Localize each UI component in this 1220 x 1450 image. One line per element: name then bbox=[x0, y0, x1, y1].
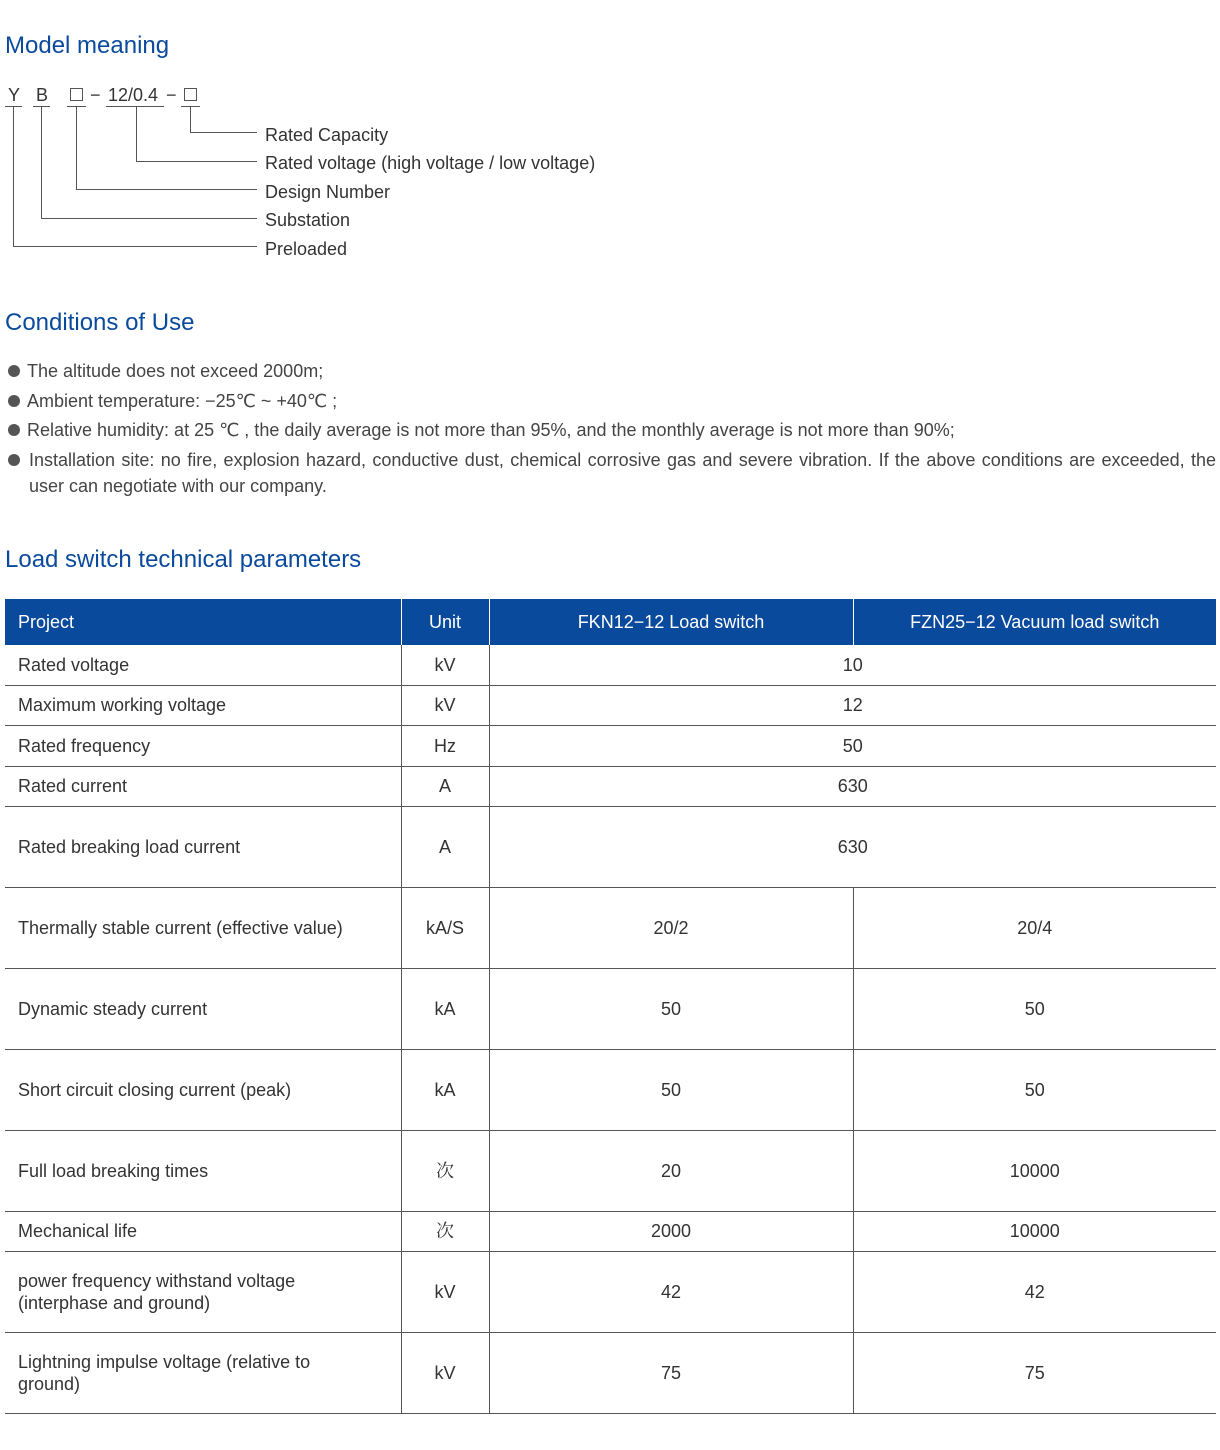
cell-unit: 次 bbox=[401, 1130, 489, 1211]
cell-project: Rated current bbox=[5, 766, 401, 806]
condition-text: Ambient temperature: −25℃ ~ +40℃ ; bbox=[27, 391, 338, 411]
cell-shared-value: 10 bbox=[489, 645, 1216, 685]
cell-project: Full load breaking times bbox=[5, 1130, 401, 1211]
cell-fkn12-value: 20 bbox=[489, 1130, 853, 1211]
cell-fkn12-value: 50 bbox=[489, 968, 853, 1049]
table-row bbox=[5, 1130, 1216, 1211]
code-letter-b: B bbox=[36, 85, 49, 105]
cell-fzn25-value: 20/4 bbox=[853, 887, 1216, 968]
bullet-dot-icon bbox=[8, 365, 20, 377]
leader-substation-horizontal bbox=[41, 218, 257, 219]
leader-design-horizontal bbox=[76, 189, 257, 190]
cell-fzn25-value: 10000 bbox=[853, 1211, 1216, 1251]
leader-voltage-vertical bbox=[136, 106, 137, 162]
model-meaning-title: Model meaning bbox=[5, 32, 170, 59]
cell-project-line-2: (interphase and ground) bbox=[18, 1292, 211, 1313]
code-placeholder-box-capacity bbox=[184, 88, 197, 101]
leader-voltage-horizontal bbox=[136, 161, 257, 162]
cell-project: Dynamic steady current bbox=[5, 968, 401, 1049]
cell-unit: kV bbox=[401, 645, 489, 685]
condition-text: The altitude does not exceed 2000m; bbox=[27, 361, 324, 381]
label-rated-capacity: Rated Capacity bbox=[265, 125, 389, 145]
cell-project: Maximum working voltage bbox=[5, 685, 401, 725]
table-row bbox=[5, 968, 1216, 1049]
header-project: Project bbox=[5, 599, 401, 645]
conditions-title: Conditions of Use bbox=[5, 309, 195, 336]
leader-preloaded-vertical bbox=[13, 106, 14, 247]
table-row bbox=[5, 806, 1216, 887]
cell-project-line-2: ground) bbox=[18, 1373, 81, 1394]
condition-item-installation-site bbox=[6, 447, 1216, 499]
leader-capacity-horizontal bbox=[190, 132, 257, 133]
code-placeholder-box-design bbox=[70, 88, 83, 101]
bullet-dot-icon bbox=[8, 395, 20, 407]
cell-unit: Hz bbox=[401, 725, 489, 766]
table-row bbox=[5, 645, 1216, 685]
table-header-row bbox=[5, 599, 1216, 645]
condition-item-humidity bbox=[6, 417, 1216, 443]
table-row bbox=[5, 685, 1216, 725]
table-row bbox=[5, 1211, 1216, 1251]
condition-text: Installation site: no fire, explosion hazard, conductive dust, chemical corrosive gas and severe vibration. If the above conditions are exceeded, the user can negotiate with our company. bbox=[29, 450, 1216, 496]
cell-project: Mechanical life bbox=[5, 1211, 401, 1251]
table-row bbox=[5, 1251, 1216, 1332]
label-preloaded: Preloaded bbox=[265, 239, 348, 259]
cell-unit: kV bbox=[401, 1332, 489, 1413]
cell-fzn25-value: 75 bbox=[853, 1332, 1216, 1413]
leader-capacity-vertical bbox=[190, 106, 191, 133]
cell-shared-value: 12 bbox=[489, 685, 1216, 725]
bullet-dot-icon bbox=[8, 424, 20, 436]
cell-unit: kA/S bbox=[401, 887, 489, 968]
code-dash-2: − bbox=[166, 85, 177, 105]
leader-substation-vertical bbox=[41, 106, 42, 219]
cell-project: Rated breaking load current bbox=[5, 806, 401, 887]
cell-project: Rated frequency bbox=[5, 725, 401, 766]
cell-fkn12-value: 20/2 bbox=[489, 887, 853, 968]
cell-shared-value: 50 bbox=[489, 725, 1216, 766]
cell-fkn12-value: 50 bbox=[489, 1049, 853, 1130]
header-fzn25: FZN25−12 Vacuum load switch bbox=[853, 599, 1216, 645]
cell-unit: kA bbox=[401, 968, 489, 1049]
code-dash-1: − bbox=[90, 85, 101, 105]
cell-project: Thermally stable current (effective value) bbox=[5, 887, 401, 968]
table-row bbox=[5, 1332, 1216, 1413]
leader-design-vertical bbox=[76, 106, 77, 190]
leader-preloaded-horizontal bbox=[13, 246, 257, 247]
cell-unit: A bbox=[401, 806, 489, 887]
cell-fzn25-value: 10000 bbox=[853, 1130, 1216, 1211]
cell-fkn12-value: 75 bbox=[489, 1332, 853, 1413]
label-design-number: Design Number bbox=[265, 182, 391, 202]
cell-project bbox=[5, 1332, 401, 1413]
label-substation: Substation bbox=[265, 210, 351, 230]
label-rated-voltage: Rated voltage (high voltage / low voltage) bbox=[265, 153, 596, 173]
cell-unit: kA bbox=[401, 1049, 489, 1130]
cell-unit: kV bbox=[401, 685, 489, 725]
cell-shared-value: 630 bbox=[489, 806, 1216, 887]
table-row bbox=[5, 725, 1216, 766]
table-row bbox=[5, 887, 1216, 968]
bullet-dot-icon bbox=[8, 454, 20, 466]
cell-fzn25-value: 50 bbox=[853, 1049, 1216, 1130]
table-row bbox=[5, 1049, 1216, 1130]
code-letter-y: Y bbox=[8, 85, 21, 105]
cell-project-line-1: power frequency withstand voltage bbox=[18, 1270, 296, 1291]
load-switch-title: Load switch technical parameters bbox=[5, 546, 362, 573]
condition-item-temperature bbox=[6, 388, 1216, 414]
cell-project-line-1: Lightning impulse voltage (relative to bbox=[18, 1351, 311, 1372]
condition-text: Relative humidity: at 25 ℃ , the daily average is not more than 95%, and the monthly average is not more than 90%; bbox=[27, 420, 955, 440]
cell-project bbox=[5, 1251, 401, 1332]
cell-fzn25-value: 50 bbox=[853, 968, 1216, 1049]
cell-fzn25-value: 42 bbox=[853, 1251, 1216, 1332]
cell-unit: kV bbox=[401, 1251, 489, 1332]
underline-voltage bbox=[106, 106, 164, 107]
cell-shared-value: 630 bbox=[489, 766, 1216, 806]
header-unit: Unit bbox=[401, 599, 489, 645]
cell-unit: A bbox=[401, 766, 489, 806]
load-switch-parameters-table bbox=[5, 599, 1216, 1414]
cell-project: Rated voltage bbox=[5, 645, 401, 685]
condition-item-altitude bbox=[6, 358, 1216, 384]
cell-project: Short circuit closing current (peak) bbox=[5, 1049, 401, 1130]
cell-unit: 次 bbox=[401, 1211, 489, 1251]
header-fkn12: FKN12−12 Load switch bbox=[489, 599, 853, 645]
table-row bbox=[5, 766, 1216, 806]
code-voltage: 12/0.4 bbox=[108, 85, 159, 105]
cell-fkn12-value: 2000 bbox=[489, 1211, 853, 1251]
cell-fkn12-value: 42 bbox=[489, 1251, 853, 1332]
